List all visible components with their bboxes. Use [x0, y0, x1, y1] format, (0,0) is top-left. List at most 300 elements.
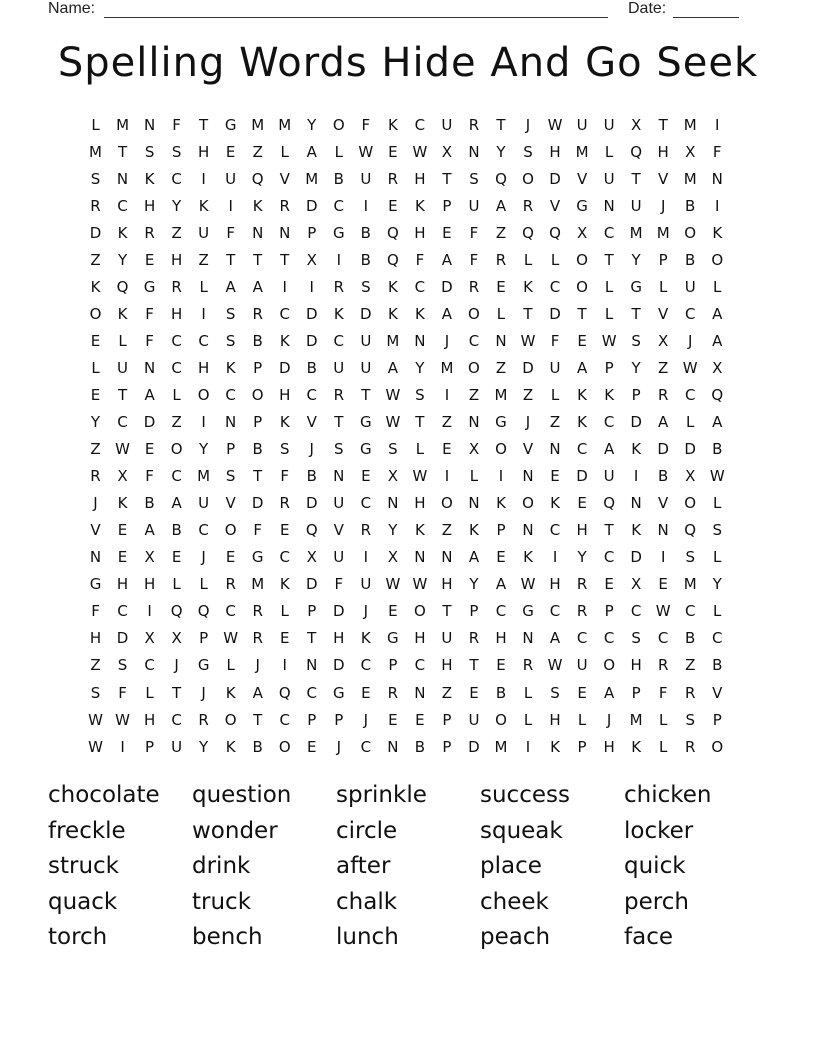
grid-letter: Z — [549, 413, 561, 432]
grid-letter: V — [90, 521, 101, 540]
grid-letter: C — [468, 331, 480, 350]
grid-letter: C — [684, 304, 696, 323]
grid-letter: C — [603, 413, 615, 432]
grid-letter: P — [226, 440, 236, 459]
grid-letter: W — [520, 575, 536, 594]
grid-letter: F — [172, 115, 181, 134]
grid-letter: G — [495, 413, 507, 432]
grid-letter: Y — [469, 575, 479, 594]
page-title: Spelling Words Hide And Go Seek — [57, 40, 759, 86]
grid-letter: H — [143, 710, 156, 729]
grid-letter: L — [658, 737, 668, 756]
grid-letter: B — [333, 169, 344, 188]
word-bank-item: bench — [192, 924, 263, 950]
grid-letter: L — [604, 277, 614, 296]
grid-letter: K — [387, 304, 398, 323]
grid-letter: C — [117, 602, 128, 621]
grid-letter: F — [145, 467, 154, 486]
grid-letter: V — [225, 494, 236, 513]
date-label: Date: — [628, 0, 667, 17]
grid-letter: E — [496, 656, 506, 675]
grid-letter: W — [601, 331, 617, 350]
grid-letter: E — [144, 440, 155, 459]
grid-letter: A — [441, 304, 453, 323]
grid-letter: B — [252, 737, 263, 756]
grid-letter: L — [713, 494, 722, 513]
grid-letter: Y — [199, 737, 209, 756]
grid-letter: D — [441, 277, 453, 296]
grid-letter: X — [712, 358, 723, 377]
word-bank-item: cheek — [480, 888, 549, 915]
grid-letter: A — [468, 548, 480, 567]
grid-letter: T — [523, 304, 533, 323]
header — [0, 0, 816, 22]
grid-letter: X — [441, 142, 453, 161]
grid-letter: D — [522, 358, 534, 377]
grid-letter: Q — [251, 169, 264, 188]
word-bank-item: torch — [48, 924, 108, 950]
grid-letter: W — [115, 440, 130, 459]
grid-letter: D — [333, 602, 345, 621]
grid-letter: K — [387, 115, 398, 134]
grid-letter: U — [198, 494, 210, 513]
grid-letter: W — [412, 142, 428, 161]
grid-letter: U — [360, 169, 372, 188]
grid-letter: W — [385, 413, 401, 432]
grid-letter: T — [226, 250, 236, 269]
grid-letter: Z — [171, 413, 182, 432]
grid-letter: K — [279, 575, 290, 594]
grid-letter: R — [333, 385, 345, 404]
grid-letter: Z — [522, 385, 534, 404]
grid-letter: C — [603, 223, 615, 242]
grid-letter: Y — [117, 250, 128, 269]
grid-letter: O — [278, 737, 291, 756]
grid-letter: K — [117, 494, 128, 513]
grid-letter: Z — [685, 656, 696, 675]
grid-letter: K — [414, 196, 425, 215]
grid-letter: O — [495, 710, 507, 729]
grid-letter: H — [116, 575, 129, 594]
grid-letter: U — [198, 223, 210, 242]
grid-letter: C — [549, 521, 561, 540]
grid-letter: C — [414, 115, 426, 134]
grid-letter: L — [713, 548, 722, 567]
grid-letter: E — [171, 548, 182, 567]
grid-letter: H — [414, 629, 426, 648]
grid-letter: S — [388, 440, 398, 459]
grid-letter: F — [658, 683, 668, 702]
grid-letter: N — [89, 548, 102, 567]
grid-letter: N — [549, 440, 561, 459]
grid-letter: S — [712, 521, 722, 540]
grid-letter: N — [657, 521, 669, 540]
grid-letter: A — [252, 277, 263, 296]
grid-letter: Q — [603, 494, 616, 513]
grid-letter: O — [441, 494, 453, 513]
grid-letter: F — [469, 250, 479, 269]
grid-letter: N — [279, 223, 291, 242]
grid-letter: G — [522, 602, 534, 621]
grid-letter: G — [197, 656, 210, 675]
grid-letter: E — [388, 196, 398, 215]
grid-letter: U — [225, 169, 237, 188]
grid-letter: U — [360, 358, 372, 377]
grid-letter: R — [171, 277, 182, 296]
grid-letter: C — [495, 602, 507, 621]
grid-letter: Z — [468, 385, 480, 404]
grid-letter: Z — [171, 223, 182, 242]
grid-letter: E — [388, 142, 398, 161]
grid-letter: Y — [199, 440, 209, 459]
grid-letter: D — [549, 169, 561, 188]
grid-letter: V — [549, 196, 561, 215]
grid-letter: N — [603, 196, 615, 215]
grid-letter: R — [657, 656, 669, 675]
grid-letter: O — [684, 223, 697, 242]
grid-letter: Y — [90, 413, 101, 432]
grid-letter: T — [117, 142, 128, 161]
grid-letter: H — [414, 223, 426, 242]
grid-letter: B — [658, 467, 669, 486]
grid-letter: M — [251, 575, 265, 594]
grid-letter: E — [388, 710, 398, 729]
grid-letter: N — [387, 737, 399, 756]
letter-grid — [82, 111, 731, 760]
grid-letter: E — [442, 440, 452, 459]
grid-letter: C — [279, 710, 290, 729]
grid-letter: B — [360, 223, 371, 242]
grid-letter: C — [603, 629, 615, 648]
grid-letter: C — [360, 656, 372, 675]
grid-letter: A — [144, 385, 155, 404]
grid-letter: X — [306, 250, 317, 269]
word-bank-item: freckle — [48, 817, 126, 844]
grid-letter: B — [360, 250, 371, 269]
word-bank-item: lunch — [336, 924, 399, 950]
grid-letter: U — [549, 358, 561, 377]
grid-letter: E — [279, 521, 290, 540]
grid-letter: C — [279, 304, 290, 323]
grid-letter: K — [631, 737, 642, 756]
grid-letter: J — [309, 440, 314, 459]
grid-letter: R — [522, 196, 534, 215]
grid-letter: K — [577, 385, 587, 404]
grid-letter: L — [199, 277, 208, 296]
grid-letter: E — [90, 385, 101, 404]
grid-letter: A — [171, 494, 182, 513]
grid-letter: Z — [90, 656, 101, 675]
grid-letter: H — [657, 142, 669, 161]
grid-letter: L — [91, 115, 100, 134]
grid-letter: I — [363, 548, 369, 567]
grid-letter: B — [685, 629, 696, 648]
grid-letter: F — [469, 223, 479, 242]
grid-letter: P — [253, 413, 263, 432]
grid-letter: N — [306, 656, 318, 675]
grid-letter: L — [280, 602, 289, 621]
grid-letter: T — [172, 683, 182, 702]
grid-letter: B — [252, 440, 263, 459]
grid-letter: B — [414, 737, 426, 756]
grid-letter: B — [685, 196, 696, 215]
grid-letter: C — [630, 602, 642, 621]
grid-letter: G — [630, 277, 642, 296]
grid-letter: W — [88, 737, 103, 756]
word-bank-item: truck — [192, 888, 252, 915]
grid-letter: L — [496, 304, 506, 323]
grid-letter: X — [685, 467, 696, 486]
grid-letter: V — [306, 413, 317, 432]
grid-letter: H — [549, 575, 561, 594]
grid-letter: Z — [441, 521, 453, 540]
grid-letter: G — [360, 440, 372, 459]
grid-letter: E — [144, 250, 155, 269]
grid-letter: L — [550, 250, 560, 269]
grid-letter: S — [415, 385, 425, 404]
word-bank-item: perch — [624, 888, 689, 915]
grid-letter: A — [603, 440, 615, 459]
grid-letter: E — [658, 575, 668, 594]
grid-letter: T — [442, 169, 452, 188]
grid-letter: U — [468, 196, 480, 215]
grid-letter: L — [686, 413, 695, 432]
grid-letter: X — [144, 629, 155, 648]
grid-letter: S — [225, 304, 236, 323]
date-blank-line[interactable] — [673, 17, 739, 18]
word-bank-item: quack — [48, 888, 118, 915]
grid-letter: O — [197, 385, 210, 404]
grid-letter: D — [468, 737, 480, 756]
grid-letter: M — [683, 169, 697, 188]
grid-letter: H — [143, 196, 156, 215]
grid-letter: L — [469, 467, 479, 486]
grid-letter: I — [201, 304, 206, 323]
grid-letter: C — [684, 602, 696, 621]
grid-letter: R — [576, 575, 588, 594]
grid-letter: F — [145, 304, 154, 323]
grid-letter: D — [305, 196, 318, 215]
grid-letter: C — [306, 683, 317, 702]
grid-letter: H — [630, 656, 642, 675]
grid-letter: H — [441, 575, 453, 594]
grid-letter: K — [279, 331, 290, 350]
grid-letter: Z — [441, 413, 453, 432]
grid-letter: A — [252, 683, 263, 702]
grid-letter: I — [309, 277, 314, 296]
grid-letter: C — [225, 385, 236, 404]
grid-letter: A — [495, 196, 507, 215]
grid-letter: O — [603, 656, 616, 675]
grid-letter: N — [495, 331, 507, 350]
grid-letter: I — [525, 737, 531, 756]
grid-letter: N — [414, 331, 426, 350]
grid-letter: E — [442, 223, 452, 242]
grid-letter: C — [198, 331, 209, 350]
grid-letter: Y — [496, 142, 506, 161]
grid-letter: P — [307, 710, 317, 729]
grid-letter: J — [255, 656, 260, 675]
grid-letter: W — [547, 115, 563, 134]
grid-letter: F — [145, 331, 154, 350]
grid-letter: N — [116, 169, 129, 188]
grid-letter: T — [199, 115, 209, 134]
grid-letter: W — [88, 710, 103, 729]
grid-letter: E — [225, 548, 236, 567]
grid-letter: H — [170, 250, 183, 269]
grid-letter: Z — [252, 142, 263, 161]
grid-letter: S — [550, 683, 560, 702]
grid-letter: C — [360, 737, 372, 756]
grid-letter: B — [252, 331, 263, 350]
word-bank-item: squeak — [480, 817, 563, 844]
grid-letter: C — [576, 440, 588, 459]
grid-letter: R — [657, 385, 669, 404]
grid-letter: N — [468, 142, 480, 161]
grid-letter: S — [279, 440, 290, 459]
grid-letter: G — [387, 629, 399, 648]
grid-letter: U — [684, 277, 696, 296]
grid-letter: N — [522, 629, 534, 648]
grid-letter: L — [604, 304, 614, 323]
grid-letter: C — [549, 602, 561, 621]
grid-letter: O — [170, 440, 183, 459]
grid-letter: U — [630, 196, 642, 215]
grid-letter: C — [198, 521, 209, 540]
grid-letter: S — [523, 142, 533, 161]
grid-letter: G — [332, 223, 345, 242]
grid-letter: Y — [172, 196, 182, 215]
grid-letter: H — [576, 521, 588, 540]
grid-letter: D — [576, 467, 588, 486]
grid-letter: Q — [711, 385, 724, 404]
grid-letter: K — [414, 304, 425, 323]
word-bank-item: sprinkle — [336, 782, 427, 808]
grid-letter: I — [201, 169, 206, 188]
grid-letter: V — [522, 440, 534, 459]
grid-letter: L — [145, 683, 154, 702]
grid-letter: C — [171, 331, 182, 350]
grid-letter: R — [684, 737, 696, 756]
grid-letter: E — [469, 683, 479, 702]
grid-letter: B — [306, 467, 317, 486]
grid-letter: N — [441, 548, 453, 567]
grid-letter: Y — [631, 250, 641, 269]
grid-letter: I — [715, 115, 720, 134]
grid-letter: P — [388, 656, 398, 675]
grid-letter: L — [172, 385, 181, 404]
grid-letter: R — [279, 196, 290, 215]
word-bank-item: place — [480, 853, 542, 879]
grid-letter: S — [90, 169, 101, 188]
grid-letter: P — [631, 683, 641, 702]
grid-letter: T — [442, 602, 452, 621]
grid-letter: L — [523, 683, 533, 702]
grid-letter: M — [575, 142, 589, 161]
grid-letter: I — [120, 737, 125, 756]
grid-letter: D — [684, 440, 696, 459]
grid-letter: D — [116, 629, 129, 648]
grid-letter: C — [603, 548, 615, 567]
grid-letter: E — [225, 142, 236, 161]
grid-letter: S — [469, 169, 479, 188]
grid-letter: K — [523, 277, 533, 296]
grid-letter: U — [603, 169, 615, 188]
grid-letter: I — [282, 277, 287, 296]
grid-letter: Q — [278, 683, 291, 702]
grid-letter: L — [713, 602, 722, 621]
grid-letter: C — [279, 548, 290, 567]
grid-letter: F — [712, 142, 722, 161]
grid-letter: P — [577, 737, 587, 756]
grid-letter: W — [358, 142, 374, 161]
grid-letter: R — [252, 304, 263, 323]
grid-letter: L — [199, 575, 208, 594]
grid-letter: O — [89, 304, 102, 323]
grid-letter: N — [468, 413, 480, 432]
grid-letter: N — [387, 494, 399, 513]
grid-letter: X — [387, 548, 398, 567]
grid-letter: P — [658, 250, 668, 269]
grid-letter: P — [253, 358, 263, 377]
grid-letter: O — [711, 250, 724, 269]
grid-letter: C — [360, 494, 372, 513]
grid-letter: S — [334, 440, 344, 459]
grid-letter: D — [549, 304, 561, 323]
grid-letter: U — [576, 115, 588, 134]
grid-letter: P — [469, 602, 479, 621]
grid-letter: M — [251, 115, 265, 134]
name-blank-line[interactable] — [104, 17, 608, 18]
grid-letter: W — [709, 467, 725, 486]
grid-letter: E — [496, 277, 506, 296]
grid-letter: I — [715, 196, 720, 215]
grid-letter: F — [280, 467, 290, 486]
grid-letter: J — [363, 710, 369, 729]
grid-letter: Q — [386, 223, 399, 242]
grid-letter: T — [415, 413, 425, 432]
grid-letter: D — [657, 440, 669, 459]
word-bank-item: drink — [192, 853, 251, 879]
grid-letter: X — [171, 629, 182, 648]
grid-letter: B — [685, 250, 696, 269]
grid-letter: S — [685, 548, 695, 567]
grid-letter: V — [279, 169, 290, 188]
word-bank-item: chalk — [336, 888, 398, 915]
grid-letter: K — [712, 223, 723, 242]
grid-letter: U — [333, 494, 345, 513]
grid-letter: I — [633, 467, 639, 486]
grid-letter: Q — [549, 223, 561, 242]
grid-letter: O — [251, 385, 264, 404]
grid-letter: V — [658, 494, 669, 513]
grid-letter: X — [306, 548, 317, 567]
grid-letter: Q — [684, 521, 697, 540]
grid-letter: Q — [495, 169, 507, 188]
grid-letter: M — [683, 115, 697, 134]
grid-letter: U — [333, 548, 345, 567]
grid-letter: I — [444, 467, 450, 486]
grid-letter: M — [656, 223, 670, 242]
grid-letter: K — [496, 494, 506, 513]
grid-letter: N — [225, 413, 237, 432]
word-bank-item: wonder — [192, 817, 278, 844]
grid-letter: J — [660, 196, 666, 215]
grid-letter: K — [333, 304, 344, 323]
grid-letter: B — [712, 656, 723, 675]
grid-letter: D — [630, 548, 642, 567]
grid-letter: K — [550, 494, 560, 513]
